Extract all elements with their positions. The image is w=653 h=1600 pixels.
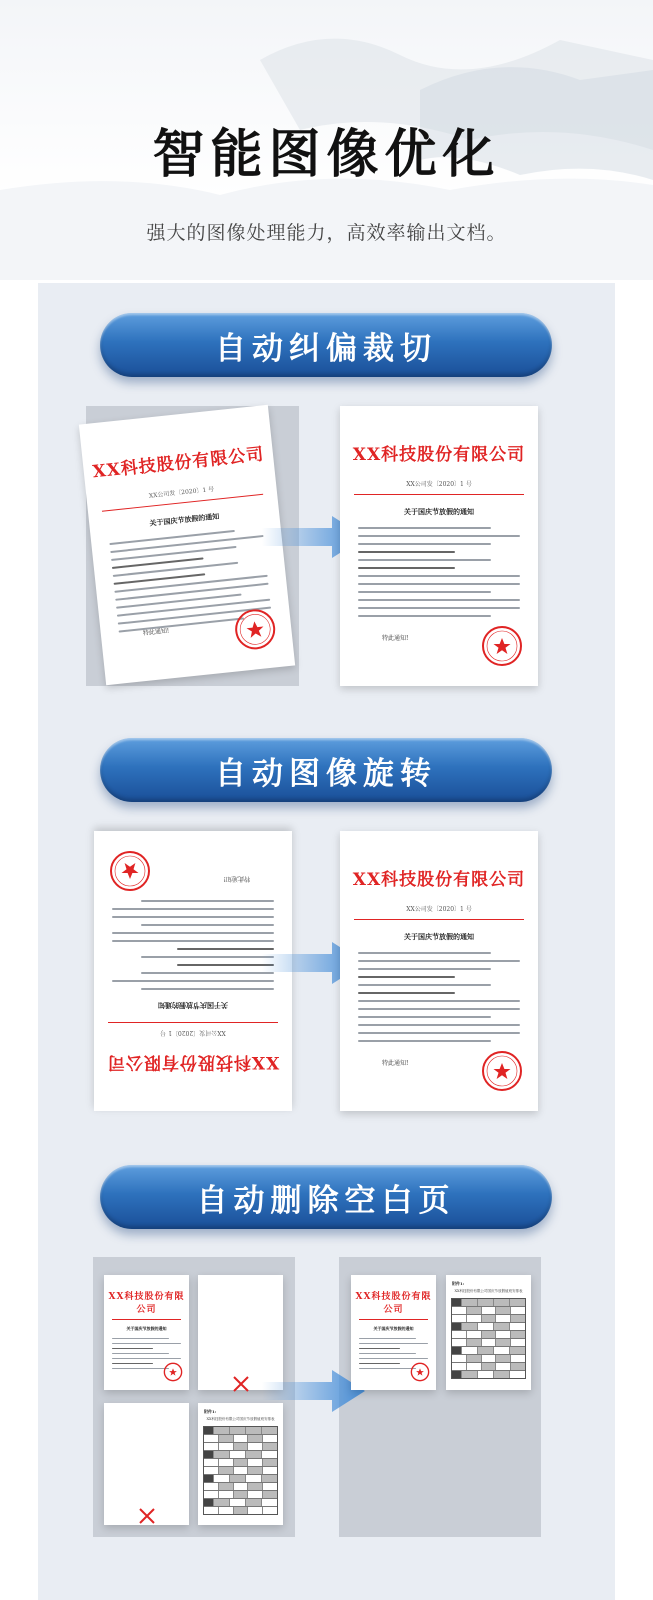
rotated-document [340,831,538,1111]
doc-closing: 特此通知! [382,635,409,642]
doc-notice-title: 关于国庆节放假的通知 [158,1001,228,1010]
doc-notice-title: 关于国庆节放假的通知 [404,932,474,941]
section-pill-auto-rotate: 自动图像旋转 [100,738,552,802]
doc-company-name: XX科技股份有限公司 [106,1052,280,1072]
doc-notice-title: 关于国庆节放假的通知 [404,507,474,516]
doc-ref-no: XX公司发〔2020〕1 号 [406,481,472,488]
page-thumb-blank [104,1403,189,1525]
page-thumb-notice: XX科技股份有限公司 关于国庆节放假的通知 [104,1275,189,1390]
section-pill-deskew-crop: 自动纠偏裁切 [100,313,552,377]
doc-red-rule [354,494,524,495]
page-thumb-table [198,1403,283,1525]
stamp-seal-icon [480,1049,524,1093]
doc-closing: 特此通知! [142,627,170,638]
doc-closing: 特此通知! [382,1060,409,1067]
schedule-table [203,1426,278,1515]
doc-company-name: XX科技股份有限公司 [108,1292,185,1315]
page-thumb-notice: XX科技股份有限公司 关于国庆节放假的通知 [351,1275,436,1390]
doc-company-name: XX科技股份有限公司 [352,445,526,465]
section-pill-remove-blank: 自动删除空白页 [100,1165,552,1229]
table-doc-title: XX科技股份有限公司国庆节放假值班安排表 [454,1289,523,1293]
table-doc-title: XX科技股份有限公司国庆节放假值班安排表 [206,1417,275,1421]
doc-body-lines [358,527,520,617]
page-subtitle: 强大的图像处理能力，高效率输出文档。 [146,222,507,244]
doc-ref-no: XX公司发〔2020〕1 号 [148,485,215,500]
table-doc-caption: 附件1: [204,1409,217,1414]
stamp-seal-icon [163,1362,183,1382]
schedule-table [451,1298,526,1379]
doc-closing: 特此通知! [223,875,250,882]
doc-company-name: XX科技股份有限公司 [352,870,526,890]
doc-body-lines [112,900,274,990]
table-doc-caption: 附件1: [452,1281,465,1286]
doc-body-lines [358,952,520,1042]
delete-x-icon [232,1375,250,1393]
doc-ref-no: XX公司发〔2020〕1 号 [160,1029,226,1036]
doc-ref-no: XX公司发〔2020〕1 号 [406,906,472,913]
doc-company-name: XX科技股份有限公司 [355,1292,432,1315]
delete-x-icon [138,1507,156,1525]
page-thumb-table [446,1275,531,1390]
doc-company-name: XX科技股份有限公司 [91,444,266,483]
stamp-seal-icon [410,1362,430,1382]
doc-red-rule [108,1022,278,1023]
stamp-seal-icon [231,605,279,653]
corrected-document [340,406,538,686]
page-title: 智能图像优化 [152,125,501,185]
stamp-seal-icon [480,624,524,668]
doc-notice-title: 关于国庆节放假的通知 [149,511,220,528]
stamp-seal-icon [108,849,152,893]
doc-red-rule [354,919,524,920]
